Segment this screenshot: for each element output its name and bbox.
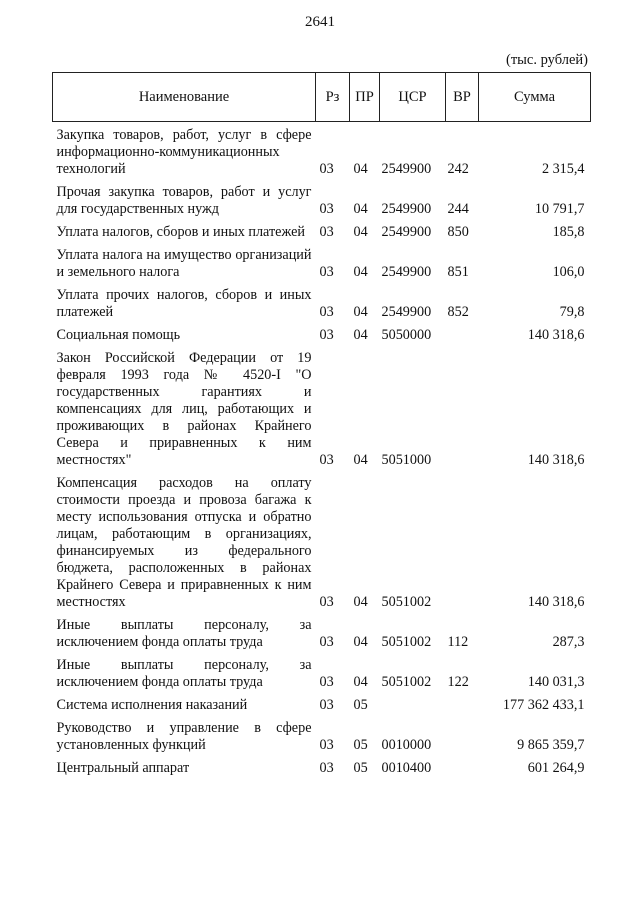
row-pr: 04 [353, 201, 368, 217]
row-csr: 5051002 [381, 674, 432, 690]
row-vr: 112 [447, 634, 469, 650]
row-vr: 244 [447, 201, 469, 217]
row-csr: 5050000 [381, 327, 432, 343]
table-row [53, 756, 591, 779]
row-csr: 5051000 [381, 452, 432, 468]
row-csr: 2549900 [381, 161, 432, 177]
row-rz: 03 [319, 760, 334, 776]
row-sum: 106,0 [552, 264, 585, 280]
row-rz: 03 [319, 674, 334, 690]
row-csr: 0010400 [381, 760, 432, 776]
table-row [53, 471, 591, 613]
row-csr: 2549900 [381, 264, 432, 280]
table-row [53, 283, 591, 323]
row-vr: 852 [447, 304, 469, 320]
row-sum: 10 791,7 [534, 201, 585, 217]
row-sum: 140 318,6 [527, 327, 585, 343]
row-name: Руководство и управление в сфере установленных функций [56, 720, 312, 753]
row-name: Уплата прочих налогов, сборов и иных платежей [56, 287, 312, 320]
header-name: Наименование [53, 73, 316, 122]
row-name: Социальная помощь [56, 327, 181, 343]
table-row [53, 653, 591, 693]
row-vr [446, 693, 479, 716]
row-pr: 04 [353, 224, 368, 240]
row-sum: 287,3 [552, 634, 585, 650]
table-header-row [53, 73, 591, 122]
row-sum: 140 318,6 [527, 452, 585, 468]
row-vr [446, 756, 479, 779]
row-rz: 03 [319, 594, 334, 610]
row-name: Закупка товаров, работ, услуг в сфере информационно-коммуникационных технологий [56, 127, 312, 177]
row-name: Закон Российской Федерации от 19 февраля 1993 года № 4520-I "О государственных гарантиях и компенсациях для лиц, работающих и проживающих в районах Крайнего Севера и приравненных к ним местностях" [56, 350, 312, 468]
row-vr: 242 [447, 161, 469, 177]
row-pr: 04 [353, 634, 368, 650]
row-name: Иные выплаты персоналу, за исключением фонда оплаты труда [56, 657, 312, 690]
row-rz: 03 [319, 304, 334, 320]
row-pr: 04 [353, 674, 368, 690]
row-pr: 05 [353, 760, 368, 776]
table-row [53, 220, 591, 243]
row-sum: 140 318,6 [527, 594, 585, 610]
row-pr: 04 [353, 161, 368, 177]
row-rz: 03 [319, 697, 334, 713]
row-sum: 2 315,4 [541, 161, 585, 177]
row-pr: 04 [353, 452, 368, 468]
table-row [53, 180, 591, 220]
row-pr: 05 [353, 737, 368, 753]
row-sum: 601 264,9 [527, 760, 585, 776]
row-csr: 2549900 [381, 304, 432, 320]
row-rz: 03 [319, 264, 334, 280]
row-name: Иные выплаты персоналу, за исключением фонда оплаты труда [56, 617, 312, 650]
row-vr: 122 [447, 674, 469, 690]
row-csr: 0010000 [381, 737, 432, 753]
table-row [53, 243, 591, 283]
row-name: Уплата налогов, сборов и иных платежей [56, 224, 305, 240]
row-rz: 03 [319, 452, 334, 468]
row-vr [446, 346, 479, 471]
header-sum: Сумма [479, 73, 591, 122]
row-sum: 140 031,3 [527, 674, 585, 690]
row-pr: 04 [353, 594, 368, 610]
row-name: Прочая закупка товаров, работ и услуг для государственных нужд [56, 184, 312, 217]
table-row [53, 323, 591, 346]
header-pr: ПР [350, 73, 380, 122]
row-name: Система исполнения наказаний [56, 697, 248, 713]
row-rz: 03 [319, 737, 334, 753]
row-sum: 9 865 359,7 [517, 737, 585, 753]
row-vr: 850 [447, 224, 469, 240]
row-name: Центральный аппарат [56, 760, 190, 776]
table-row [53, 346, 591, 471]
row-pr: 04 [353, 264, 368, 280]
row-vr [446, 323, 479, 346]
table-row [53, 716, 591, 756]
row-csr [380, 693, 446, 716]
table-row [53, 693, 591, 716]
header-rz: Рз [316, 73, 350, 122]
row-vr [446, 471, 479, 613]
row-pr: 04 [353, 304, 368, 320]
row-sum: 79,8 [559, 304, 585, 320]
row-pr: 05 [353, 697, 368, 713]
row-rz: 03 [319, 634, 334, 650]
units-note: (тыс. рублей) [506, 52, 588, 68]
row-name: Компенсация расходов на оплату стоимости проезда и провоза багажа к месту использования отпуска и обратно лицам, работающим в организациях, финансируемых из федерального бюджета, расположенных в районах Крайнего Севера и приравненных к ним местностях [56, 475, 312, 610]
budget-table [52, 72, 591, 779]
row-rz: 03 [319, 224, 334, 240]
row-sum: 177 362 433,1 [502, 697, 585, 713]
row-csr: 2549900 [381, 224, 432, 240]
row-sum: 185,8 [552, 224, 585, 240]
row-name: Уплата налога на имущество организаций и земельного налога [56, 247, 312, 280]
row-vr: 851 [447, 264, 469, 280]
row-csr: 5051002 [381, 594, 432, 610]
table-row [53, 122, 591, 181]
row-vr [446, 716, 479, 756]
row-csr: 2549900 [381, 201, 432, 217]
header-vr: ВР [446, 73, 479, 122]
page-number: 2641 [305, 14, 335, 30]
row-rz: 03 [319, 201, 334, 217]
header-csr: ЦСР [380, 73, 446, 122]
row-csr: 5051002 [381, 634, 432, 650]
row-rz: 03 [319, 161, 334, 177]
table-row [53, 613, 591, 653]
row-rz: 03 [319, 327, 334, 343]
row-pr: 04 [353, 327, 368, 343]
